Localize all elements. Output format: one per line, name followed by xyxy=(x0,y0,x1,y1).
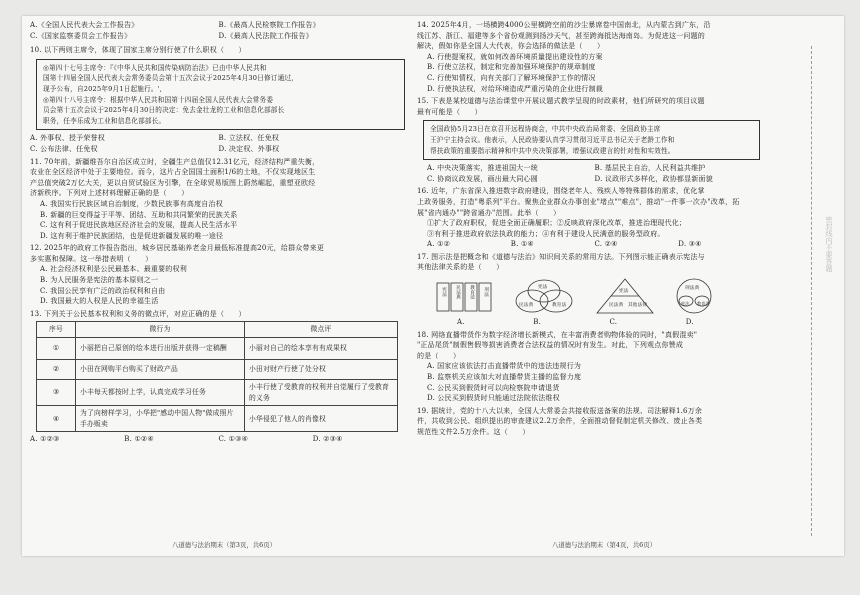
diagram-label: 民法典 xyxy=(455,285,461,300)
question-stem-line: 18. 网络直播带货作为数字经济增长新模式，在丰富消费者购物体验的同时，"真假混卖" xyxy=(417,330,698,339)
option-b: B. xyxy=(533,318,542,327)
table-header-row xyxy=(37,322,398,338)
diagram-a xyxy=(435,277,493,315)
table-row xyxy=(37,380,398,406)
option-d: D. 我国最大的人权是人民的幸福生活 xyxy=(40,297,159,306)
option-a: A. 社会经济权利是公民最基本、最重要的权利 xyxy=(40,265,187,274)
question-stem-line: 其他法律关系的是（ ） xyxy=(417,263,504,272)
question-stem-line: 线江苏、浙江、福建等多个省份观测到扬沙天气，甚至跨海抵达海南岛。为促进这一问题的 xyxy=(417,31,705,40)
column-header: 微行为 xyxy=(76,322,245,338)
option-c: C. 公布法律、任免权 xyxy=(30,144,98,153)
option-c: C. 我国公民享有广泛的政治权利和自由 xyxy=(40,286,166,295)
option-a: A. 中央决策落实，推进祖国大一统 xyxy=(427,164,538,173)
comment-cell: 小田对财产行使了处分权 xyxy=(245,360,398,380)
binding-margin xyxy=(784,16,844,556)
material-line: 员会第十五次会议于2025年4月30日的决定：免去金壮龙的工业和信息化部部长 xyxy=(43,106,285,115)
diagram-label: 宪法 xyxy=(619,289,629,295)
diagram-letters xyxy=(457,317,762,328)
diagram-label: 民法典 xyxy=(519,303,534,309)
option-b: B. 监察机关应该加大对直播带货主播的监督力度 xyxy=(427,373,582,382)
option-b: B. 行使立法权，制定和完善加强环境保护的规章制度 xyxy=(427,63,596,72)
prev-question-options xyxy=(30,20,407,31)
question-13 xyxy=(30,309,407,445)
question-stem-line: 15. 下表是某校道德与法治课堂中开展议题式教学呈现的时政素材，他们所研究的项目议题 xyxy=(417,97,705,106)
row-number: ④ xyxy=(37,406,76,432)
option-c: C. 这有利于促进民族地区经济社会的发展，提高人民生活水平 xyxy=(40,221,238,230)
diagram-label: 刑法 xyxy=(483,287,489,297)
question-17 xyxy=(417,252,762,328)
table-row xyxy=(37,338,398,360)
options-row xyxy=(417,174,762,185)
diagram-label: 教育法 xyxy=(697,301,710,307)
option-b: B. 立法权、任免权 xyxy=(218,134,280,143)
option-d: D. xyxy=(685,318,694,327)
option-b: B. 新疆的巨变得益于平等、团结、互助和共同繁荣的民族关系 xyxy=(40,210,238,219)
question-16 xyxy=(417,186,762,250)
question-14 xyxy=(417,20,762,94)
seal-line xyxy=(811,46,812,536)
options-row xyxy=(417,239,762,250)
diagram-d-svg xyxy=(669,277,719,315)
material-line: 帮扶政策的重要指示精神和中共中央决策部署，增强议政建言的针对性和实效性。 xyxy=(430,146,675,155)
question-stem-line: 产总值突破2万亿大关，更以自贸试验区为引擎，在全球贸易版图上蔚然崛起，重塑亚欧经 xyxy=(30,178,316,187)
material-line: 王沪宁主持会议。他表示，人民政协要认真学习贯彻习近平总书记关于老龄工作和 xyxy=(430,135,675,144)
option-a: A. 外事权、授予荣誉权 xyxy=(30,134,105,143)
material-line: ◎第四十八号主席令：根据中华人民共和国第十四届全国人民代表大会常务委 xyxy=(43,95,274,104)
row-number: ③ xyxy=(37,380,76,406)
table-row xyxy=(37,360,398,380)
options-row xyxy=(30,434,407,445)
diagram-label: 教育法 xyxy=(552,303,567,309)
question-12 xyxy=(30,243,407,307)
behavior-cell: 小丽把自己原创的绘本进行出版并获得一定稿酬 xyxy=(76,338,245,360)
behavior-comment-table xyxy=(36,321,398,432)
option-d: D. ③④ xyxy=(678,240,702,249)
option-c: C. ①③④ xyxy=(218,435,249,444)
option-a: A. ①② xyxy=(427,240,451,249)
seal-line-note: 密封线内不要答题 xyxy=(825,216,833,272)
option-a: A. 国家应该依法打击直播带货中的违法违规行为 xyxy=(427,362,582,371)
diagram-label: 宪法 xyxy=(681,301,690,307)
question-stem: 10. 以下两则主席令，体现了国家主席分别行使了什么职权（ ） xyxy=(30,46,246,55)
question-stem-line: 最有可能是（ ） xyxy=(417,107,482,116)
option-d: D. 决定权、外事权 xyxy=(218,144,280,153)
material-line: 国第十四届全国人民代表大会常务委员会第十五次会议于2025年4月30日修订通过， xyxy=(43,74,298,83)
material-line: 全国政协5月23日在京召开远程协商会，中共中央政治局常委、全国政协主席 xyxy=(430,125,661,134)
column-header: 序号 xyxy=(37,322,76,338)
comment-cell: 小华侵犯了他人的肖像权 xyxy=(245,406,398,432)
question-15 xyxy=(417,96,762,184)
material-line: 现予公布，自2025年9月1日起施行。', xyxy=(43,84,162,93)
question-stem-line: 的是（ ） xyxy=(417,351,461,360)
question-stem-line: 规范性文件2.5万余件。这（ ） xyxy=(417,428,530,436)
question-stem-line: 展"省内通办""跨省通办"范围。此举（ ） xyxy=(417,208,561,217)
question-stem-line: 19. 据统计，党的十八大以来，全国人大常委会共接收报送备案的法规、司法解释1.6万余 xyxy=(417,406,703,415)
behavior-cell: 为了向榜样学习，小华把"感动中国人物"做成照片手办贩卖 xyxy=(76,406,245,432)
question-stem-line: 14. 2025年4月，一场横跨4000公里横跨空前的沙尘暴席卷中国南北，从内蒙古到广东，沿 xyxy=(417,21,711,29)
material-box xyxy=(423,120,760,160)
question-stem-line: 11. 70年前，新疆维吾尔自治区成立时，全疆生产总值仅12.31亿元，经济结构严重失衡， xyxy=(30,157,320,166)
option-c: C. 协商议政发展，画出最大同心圆 xyxy=(427,174,538,183)
comment-cell: 小丽对自己的绘本享有有成果权 xyxy=(245,338,398,360)
right-column xyxy=(417,20,762,438)
question-stem-line: 农业在全区经济中处于主要地位。而今，这片占全国国土面积1/6的土地，不仅实现地区生 xyxy=(30,168,316,177)
question-10 xyxy=(30,45,407,154)
diagram-label: 教育法 xyxy=(469,285,475,300)
exam-sheet xyxy=(22,16,844,556)
option-d: D. 行使执法权，对给环境造成严重污染的企业进行制裁 xyxy=(427,84,604,93)
diagram-label: 刑法典 xyxy=(685,286,700,292)
option-c: C. 行使知情权，向有关部门了解环境保护工作的情况 xyxy=(427,73,596,82)
diagram-options xyxy=(435,277,762,315)
diagram-label: 宪法 xyxy=(538,285,548,291)
prev-question-options-2 xyxy=(30,31,407,42)
option-c: C. ②④ xyxy=(594,240,618,249)
question-11 xyxy=(30,157,407,242)
question-stem-line: "正品尾货"制假售假等损害消费者合法权益的情况时有发生。对此，下列观点你赞成 xyxy=(417,341,684,350)
options-row xyxy=(417,163,762,174)
row-number: ② xyxy=(37,360,76,380)
question-18 xyxy=(417,330,762,404)
option-d: D. ②③④ xyxy=(312,435,343,444)
behavior-cell: 小丰每天都按时上学，认真完成学习任务 xyxy=(76,380,245,406)
diagram-label: 其他法律 xyxy=(628,303,648,309)
diagram-label: 宪法 xyxy=(441,287,447,297)
diagram-d xyxy=(669,277,719,315)
diagram-b xyxy=(507,277,581,315)
question-stem-line: 17. 图示法是把概念和《道德与法治》知识间关系的常用方法。下列图示能正确表示宪法与 xyxy=(417,252,705,261)
diagram-c xyxy=(595,277,655,315)
material-line: 职务，任李乐成为工业和信息化部部长。 xyxy=(43,116,166,125)
option-a: A. ①②③ xyxy=(30,435,60,444)
table-row xyxy=(37,406,398,432)
question-stem: 13. 下列关于公民基本权利和义务的微点评，对应正确的是（ ） xyxy=(30,309,246,318)
option-b: B. 基层民主自治，人民利益共维护 xyxy=(594,164,706,173)
option-c: C. xyxy=(609,318,618,327)
option-d: D.《最高人民法院工作报告》 xyxy=(218,31,313,40)
behavior-cell: 小田在网购平台购买了财政产品 xyxy=(76,360,245,380)
statement-line: ①扩大了政府职权，促进全面正确履职；②反映政府深化改革，推进治理现代化； xyxy=(427,219,687,228)
question-stem-line: 12. 2025年的政府工作报告指出，城乡居民基础养老金月最低标准提高20元，给群众带来更 xyxy=(30,244,325,253)
question-stem-line: 件，共收到公民、组织提出的审查建议2.2万余件，全面推动督促制定机关修改、废止各类 xyxy=(417,417,703,426)
option-b: B. ①②④ xyxy=(124,435,154,444)
question-stem-line: 解决，假如你是全国人大代表，你会选择的做法是（ ） xyxy=(417,42,605,51)
diagram-label: 民法典 xyxy=(609,303,624,309)
option-a: A.《全国人民代表大会工作报告》 xyxy=(30,21,139,29)
option-a: A. 行使提案权，就如何改善环境质量提出建设性的方案 xyxy=(427,52,603,61)
option-b: B.《最高人民检察院工作报告》 xyxy=(218,21,320,29)
question-19 xyxy=(417,406,762,438)
question-stem-line: 多实惠和保障。这一举措表明（ ） xyxy=(30,254,153,263)
option-c: C. 公民买到假货时可以向检察院申请退货 xyxy=(427,383,560,392)
question-stem-line: 济新秩序。下列对上述材料理解正确的是（ ） xyxy=(30,189,189,198)
option-d: D. 议政形式多样化，政协都显新面貌 xyxy=(594,174,713,183)
option-d: D. 公民买到假货时只能通过法院依法维权 xyxy=(427,394,560,403)
option-d: D. 这有利于维护民族团结，也是促进新疆发展的唯一途径 xyxy=(40,231,224,240)
left-column xyxy=(30,20,407,445)
option-a: A. xyxy=(457,318,465,327)
option-b: B. ①④ xyxy=(510,240,534,249)
comment-cell: 小丰行使了受教育的权利并自觉履行了受教育的义务 xyxy=(245,380,398,406)
option-c: C.《国家监察委员会工作报告》 xyxy=(30,31,132,40)
row-number: ① xyxy=(37,338,76,360)
column-header: 微点评 xyxy=(245,322,398,338)
option-a: A. 我国实行民族区域自治制度，少数民族事有高度自治权 xyxy=(40,199,223,208)
material-line: ◎第四十七号主席令：『《中华人民共和国传染病防治法》已由中华人民共和 xyxy=(43,63,267,72)
statement-line: ③有利于推进政府依法执政的能力；④有利于建设人民满意的服务型政府。 xyxy=(427,229,665,238)
page-footer-left: 八道德与法治期末（第3页，共6页） xyxy=(172,541,276,549)
page-footer-right: 八道德与法治期末（第4页，共6页） xyxy=(552,541,656,549)
options-row xyxy=(30,144,407,155)
option-b: B. 为人民服务是宪法的基本原则之一 xyxy=(40,276,159,285)
material-box xyxy=(36,59,405,131)
options-row xyxy=(30,133,407,144)
question-stem-line: 上政务服务，打造"粤系列"平台。聚焦企业群众办事创业"堵点""难点"，推动"一件事一次办"改革，拓 xyxy=(417,197,740,206)
question-stem-line: 16. 近年，广东省深入推进数字政府建设，围绕老年人、残疾人等特殊群体的需求，优化掌 xyxy=(417,187,705,196)
